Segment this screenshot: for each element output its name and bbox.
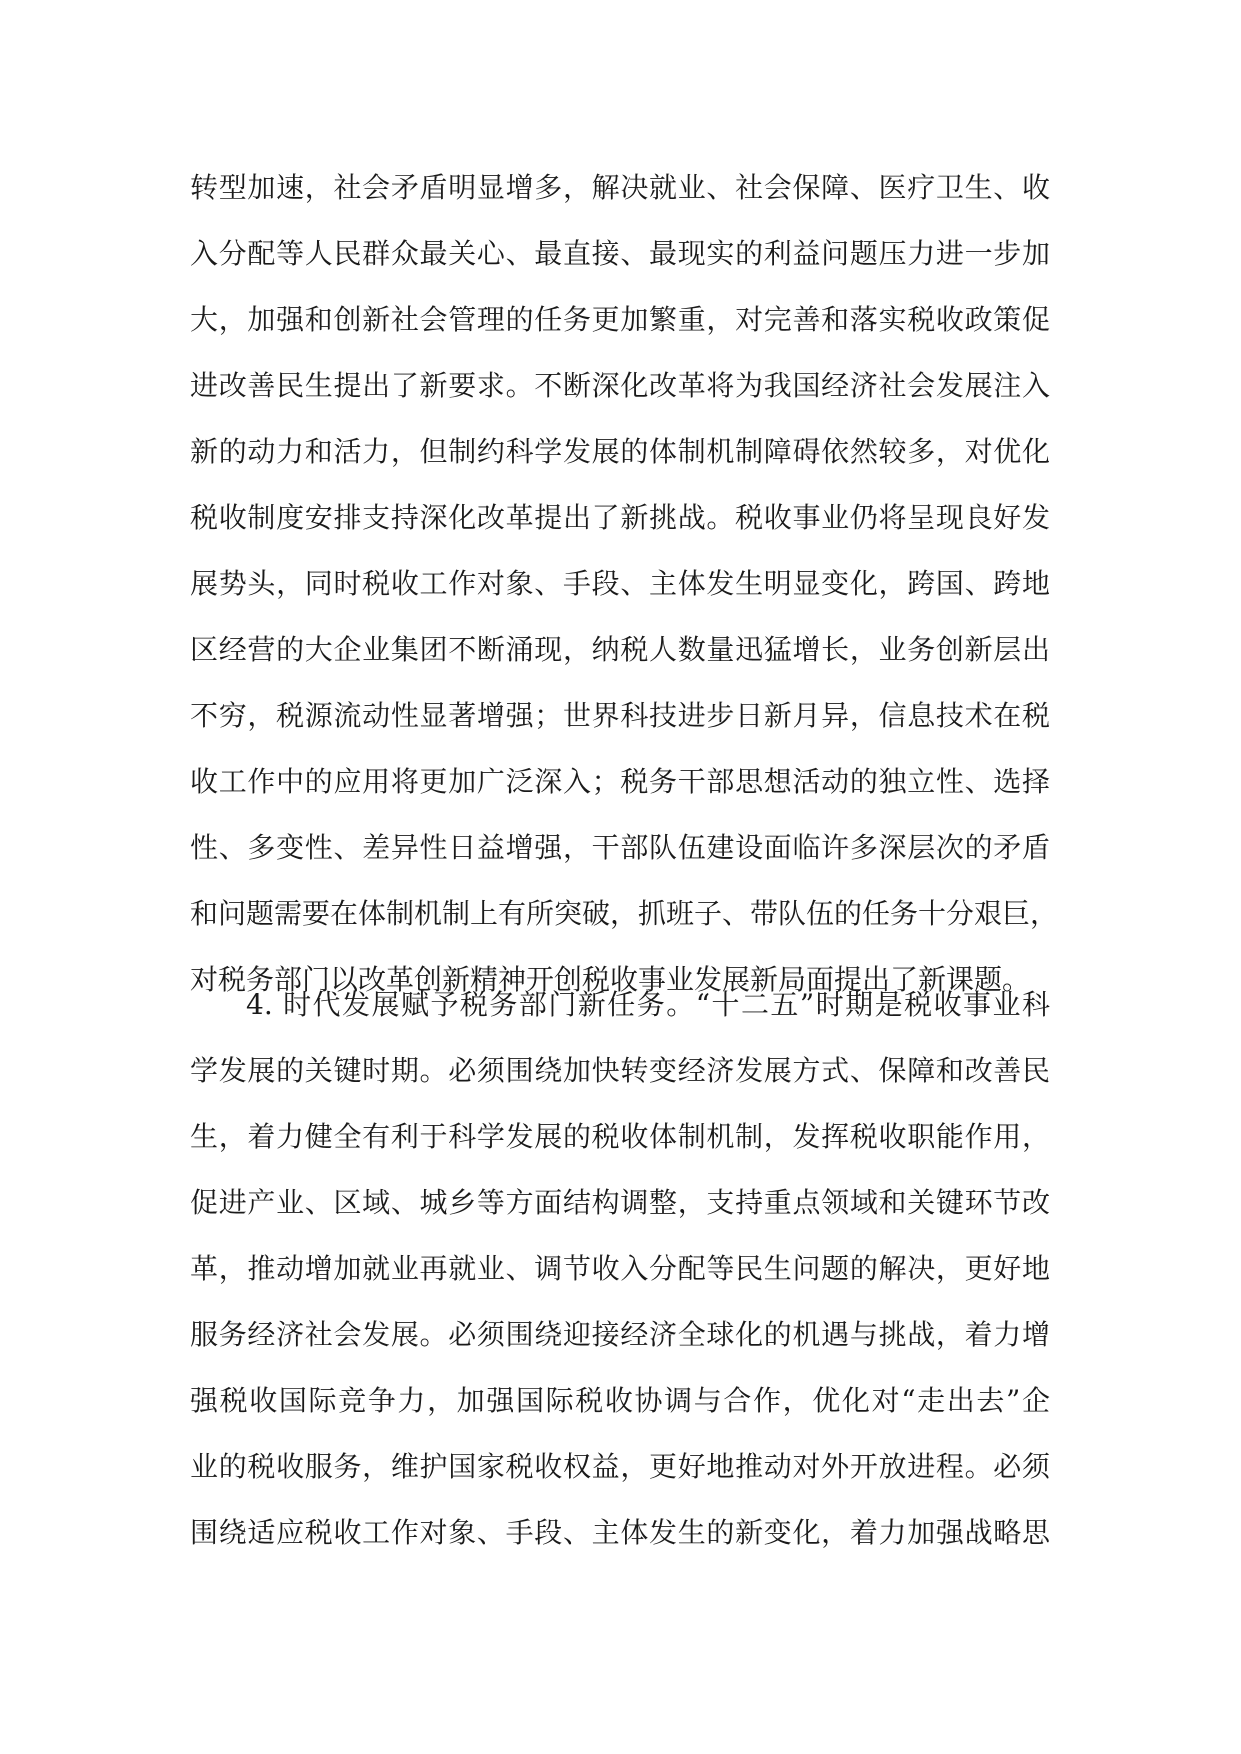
text-line: 革，推动增加就业再就业、调节收入分配等民生问题的解决，更好地 bbox=[190, 1252, 1050, 1285]
text-line: 进改善民生提出了新要求。不断深化改革将为我国经济社会发展注入 bbox=[190, 369, 1050, 402]
text-line: 学发展的关键时期。必须围绕加快转变经济发展方式、保障和改善民 bbox=[190, 1054, 1050, 1087]
text-line: 生，着力健全有利于科学发展的税收体制机制，发挥税收职能作用， bbox=[190, 1120, 1050, 1153]
text-line: 税收制度安排支持深化改革提出了新挑战。税收事业仍将呈现良好发 bbox=[190, 501, 1050, 534]
text-line: 入分配等人民群众最关心、最直接、最现实的利益问题压力进一步加 bbox=[190, 237, 1050, 270]
text-line: 大，加强和创新社会管理的任务更加繁重，对完善和落实税收政策促 bbox=[190, 303, 1050, 336]
section-heading-line: 4. 时代发展赋予税务部门新任务。“十二五”时期是税收事业科 bbox=[246, 988, 1050, 1021]
text-line: 围绕适应税收工作对象、手段、主体发生的新变化，着力加强战略思 bbox=[190, 1516, 1050, 1549]
text-line: 和问题需要在体制机制上有所突破，抓班子、带队伍的任务十分艰巨， bbox=[190, 897, 1059, 930]
text-line: 收工作中的应用将更加广泛深入；税务干部思想活动的独立性、选择 bbox=[190, 765, 1050, 798]
text-line: 新的动力和活力，但制约科学发展的体制机制障碍依然较多，对优化 bbox=[190, 435, 1050, 468]
paragraph-continuation bbox=[190, 155, 1059, 1013]
text-line: 对税务部门以改革创新精神开创税收事业发展新局面提出了新课题。 bbox=[190, 963, 1031, 996]
text-line: 业的税收服务，维护国家税收权益，更好地推动对外开放进程。必须 bbox=[190, 1450, 1050, 1483]
text-line: 服务经济社会发展。必须围绕迎接经济全球化的机遇与挑战，着力增 bbox=[190, 1318, 1050, 1351]
text-line: 展势头，同时税收工作对象、手段、主体发生明显变化，跨国、跨地 bbox=[190, 567, 1050, 600]
paragraph-section-4 bbox=[190, 972, 1050, 1566]
text-line: 促进产业、区域、城乡等方面结构调整，支持重点领域和关键环节改 bbox=[190, 1186, 1050, 1219]
text-line: 区经营的大企业集团不断涌现，纳税人数量迅猛增长，业务创新层出 bbox=[190, 633, 1050, 666]
text-line: 强税收国际竞争力，加强国际税收协调与合作，优化对“走出去”企 bbox=[190, 1384, 1050, 1417]
text-line: 性、多变性、差异性日益增强，干部队伍建设面临许多深层次的矛盾 bbox=[190, 831, 1050, 864]
text-line: 转型加速，社会矛盾明显增多，解决就业、社会保障、医疗卫生、收 bbox=[190, 171, 1050, 204]
text-line: 不穷，税源流动性显著增强；世界科技进步日新月异，信息技术在税 bbox=[190, 699, 1050, 732]
